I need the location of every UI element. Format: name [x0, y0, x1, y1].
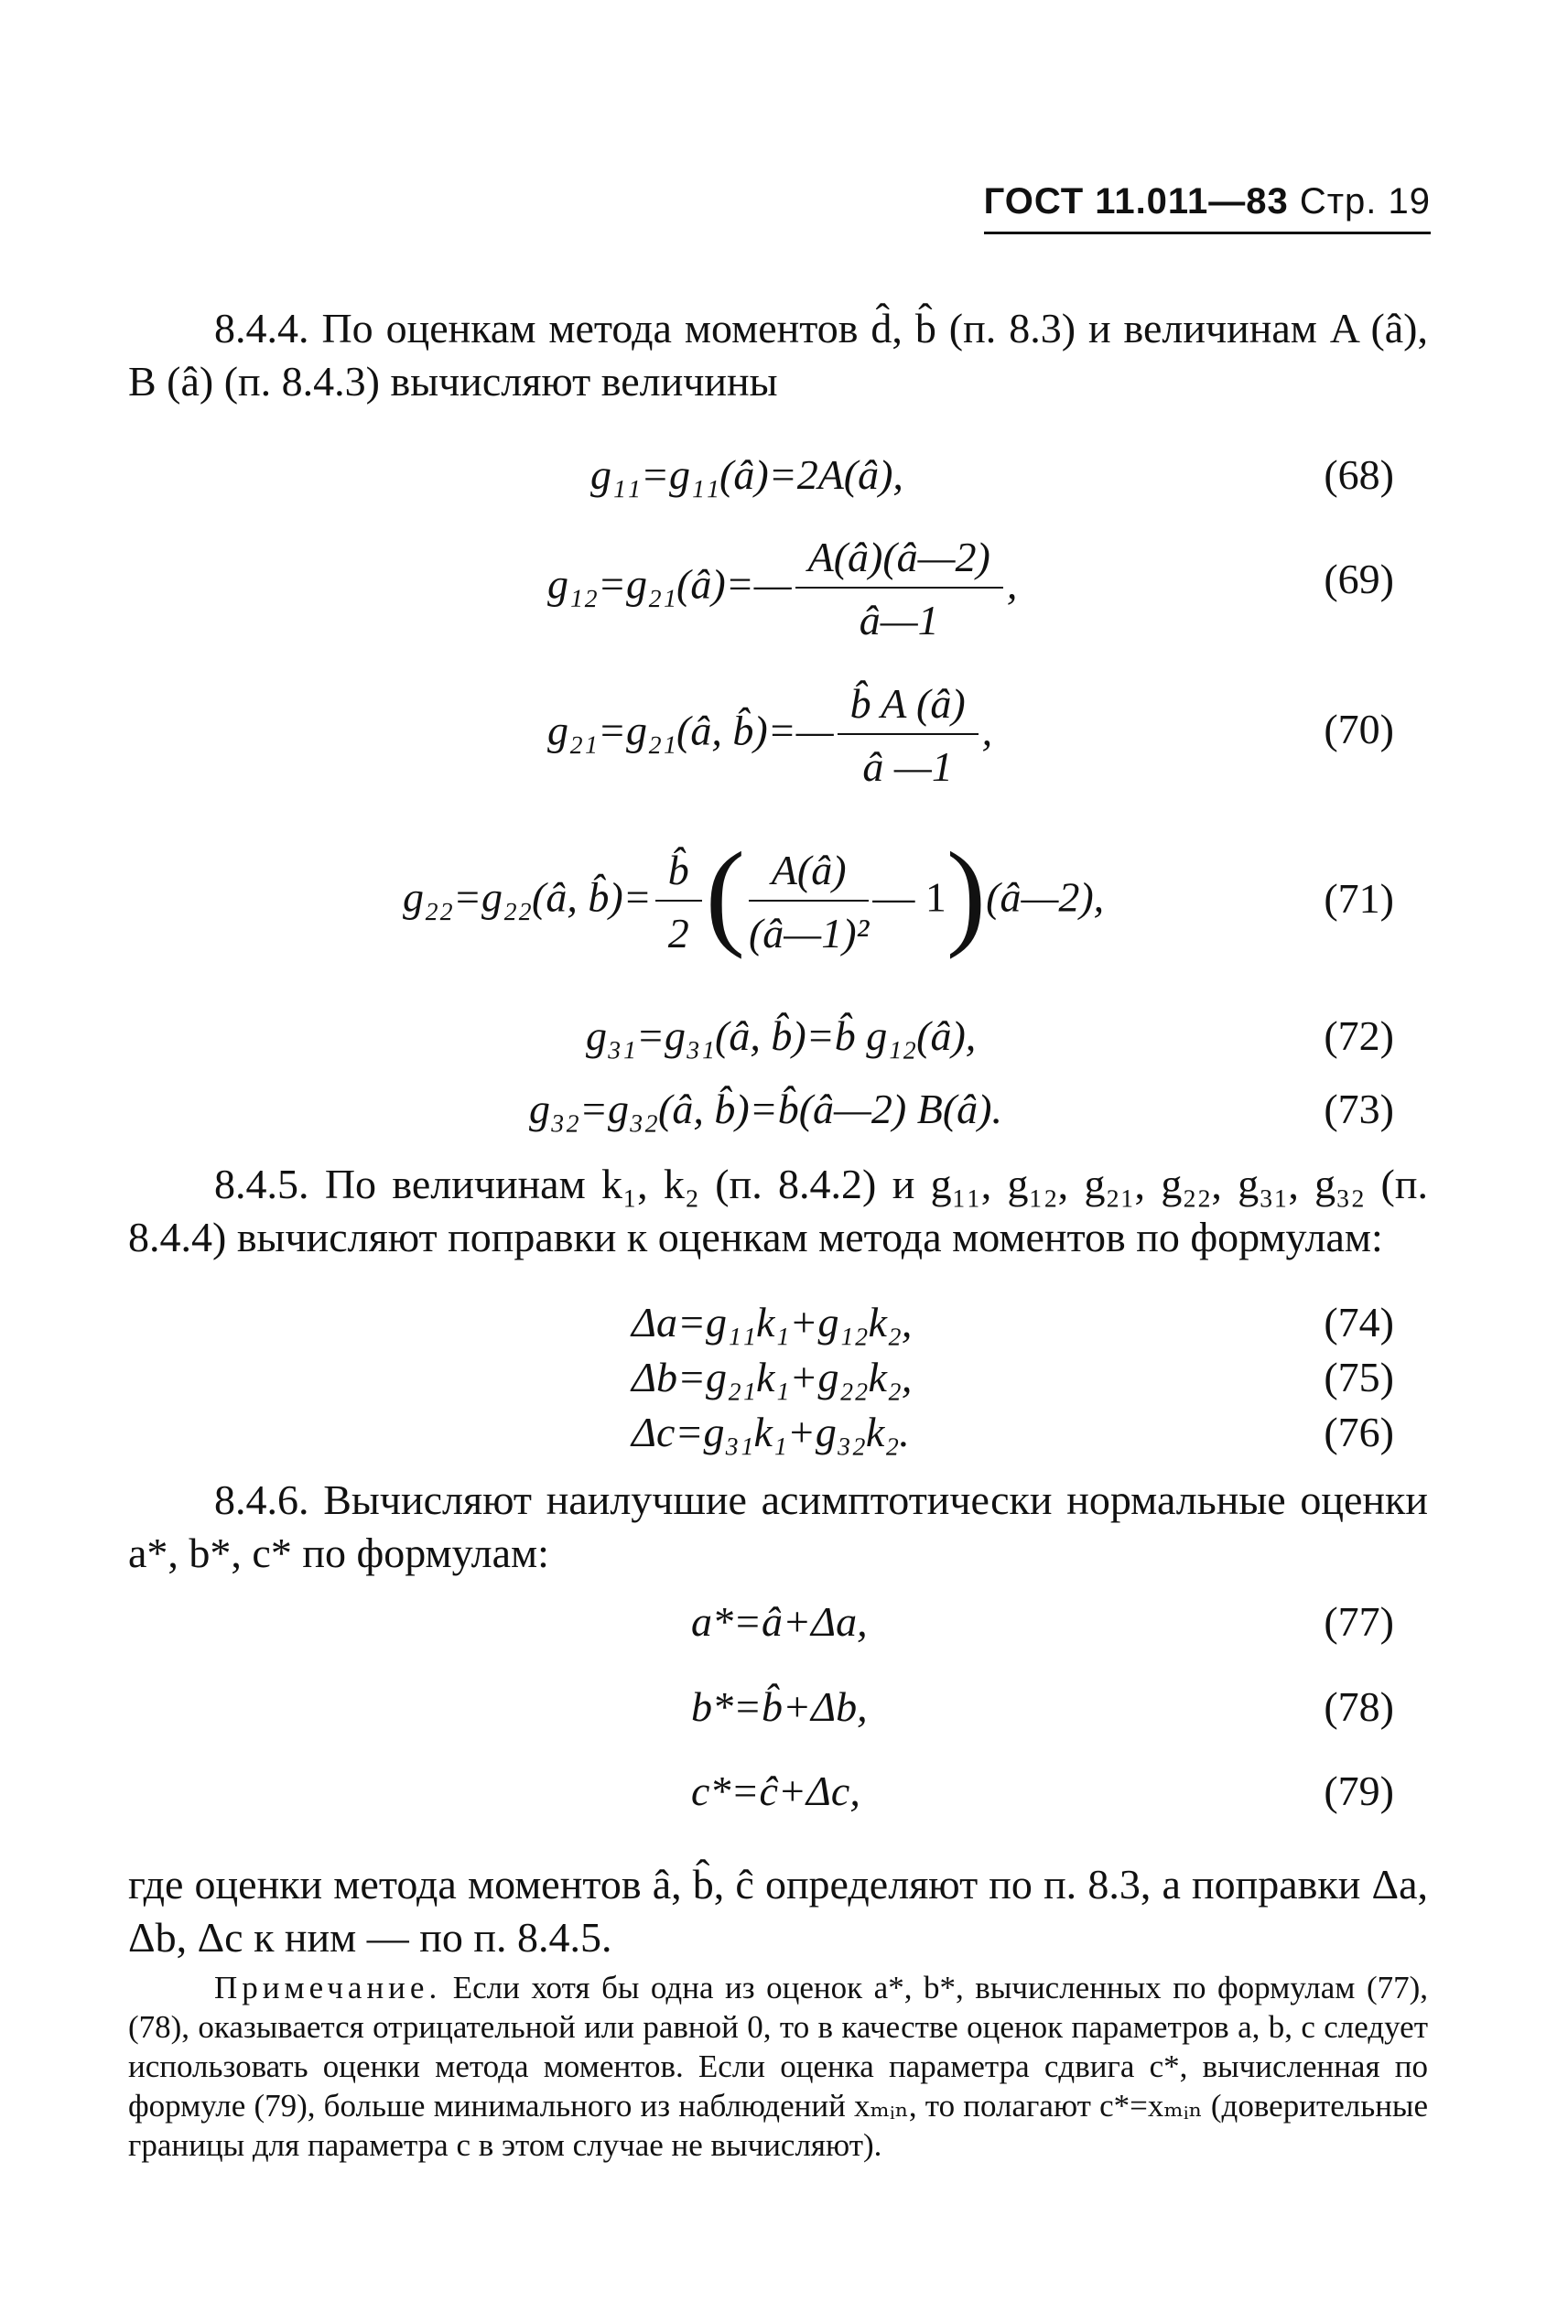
equation-71-tail: (â—2),: [986, 873, 1105, 921]
equation-number-74: (74): [1324, 1299, 1394, 1346]
equation-70-tail: ,: [981, 707, 993, 754]
equation-68: g₁₁=g₁₁(â)=2A(â),: [590, 451, 903, 498]
equation-71-lhs: g₂₂=g₂₂(â, b̂)=: [403, 873, 652, 921]
page-number: Стр. 19: [1299, 181, 1431, 222]
right-parenthesis: ): [946, 828, 987, 960]
equation-76: Δc=g₃₁k₁+g₃₂k₂.: [632, 1409, 910, 1455]
paragraph-8-4-4: 8.4.4. По оценкам метода моментов d̂, b̂ (п. 8.3) и величинам A (â), B (â) (п. 8.4.3) вычисляют величины: [128, 305, 1428, 405]
equation-74: Δa=g₁₁k₁+g₁₂k₂,: [632, 1299, 913, 1346]
equation-number-77: (77): [1324, 1598, 1394, 1645]
paragraph-8-4-5: 8.4.5. По величинам k₁, k₂ (п. 8.4.2) и g₁₁, g₁₂, g₂₁, g₂₂, g₃₁, g₃₂ (п. 8.4.4) вычисляют поправки к оценкам метода моментов по формулам:: [128, 1161, 1428, 1260]
page-header: [984, 181, 1431, 234]
equation-69-tail: ,: [1006, 560, 1018, 608]
equation-73: g₃₂=g₃₂(â, b̂)=b̂(â—2) B(â).: [529, 1086, 1002, 1132]
equation-69-denominator: â—1: [859, 597, 939, 643]
equation-71-outer-numerator: b̂: [655, 846, 702, 902]
equation-70: [547, 679, 992, 791]
equation-71-outer-denominator: 2: [667, 910, 689, 957]
equation-70-fraction: [838, 679, 979, 791]
paragraph-where: где оценки метода моментов â, b̂, ĉ определяют по п. 8.3, а поправки Δa, Δb, Δc к ним — по п. 8.4.5.: [128, 1861, 1428, 1961]
equation-71: [403, 828, 1105, 961]
equation-number-68: (68): [1324, 451, 1394, 498]
footnote: [128, 1968, 1428, 2165]
equation-69-numerator: A(â)(â—2): [795, 533, 1003, 589]
paragraph-8-4-6: 8.4.6. Вычисляют наилучшие асимптотически нормальные оценки a*, b*, c* по формулам:: [128, 1476, 1428, 1576]
equation-71-outer-fraction: [655, 846, 702, 957]
equation-70-lhs: g₂₁=g₂₁(â, b̂)=—: [547, 707, 834, 754]
equation-71-inner-fraction: [749, 846, 869, 957]
equation-number-70: (70): [1324, 706, 1394, 752]
equation-number-69: (69): [1324, 556, 1394, 602]
equation-69-lhs: g₁₂=g₂₁(â)=—: [547, 560, 792, 608]
equation-78: b*=b̂+Δb,: [691, 1683, 868, 1730]
equation-number-78: (78): [1324, 1683, 1394, 1730]
equation-number-73: (73): [1324, 1086, 1394, 1132]
equation-number-72: (72): [1324, 1012, 1394, 1059]
equation-69: [547, 533, 1017, 644]
equation-79: c*=ĉ+Δc,: [691, 1767, 860, 1814]
note-text: Если хотя бы одна из оценок a*, b*, вычисленных по формулам (77), (78), оказывается отрицательной или равной 0, то в качестве оценок параметров a, b, c следует использовать оценки метода моментов. Если оценка параметра сдвига c*, вычисленная по формуле (79), больше минимального из наблюдений xₘᵢₙ, то полагают c*=xₘᵢₙ (доверительные границы для параметра c в этом случае не вычисляют).: [128, 1970, 1428, 2163]
equation-71-minus-one: — 1: [872, 873, 946, 921]
equation-75: Δb=g₂₁k₁+g₂₂k₂,: [632, 1354, 913, 1400]
equation-number-71: (71): [1324, 875, 1394, 922]
equation-number-75: (75): [1324, 1354, 1394, 1400]
equation-71-inner-numerator: A(â): [749, 846, 869, 902]
left-parenthesis: (: [705, 828, 745, 960]
equation-70-numerator: b̂ A (â): [838, 679, 979, 735]
equation-number-76: (76): [1324, 1409, 1394, 1455]
note-label: Примечание.: [214, 1970, 442, 2005]
equation-77: a*=â+Δa,: [691, 1598, 868, 1645]
equation-69-fraction: [795, 533, 1003, 644]
doc-number: ГОСТ 11.011—83: [983, 181, 1289, 222]
equation-71-inner-denominator: (â—1)²: [748, 910, 870, 957]
equation-number-79: (79): [1324, 1767, 1394, 1814]
equation-72: g₃₁=g₃₁(â, b̂)=b̂ g₁₂(â),: [586, 1012, 977, 1059]
equation-70-denominator: â —1: [862, 743, 953, 790]
